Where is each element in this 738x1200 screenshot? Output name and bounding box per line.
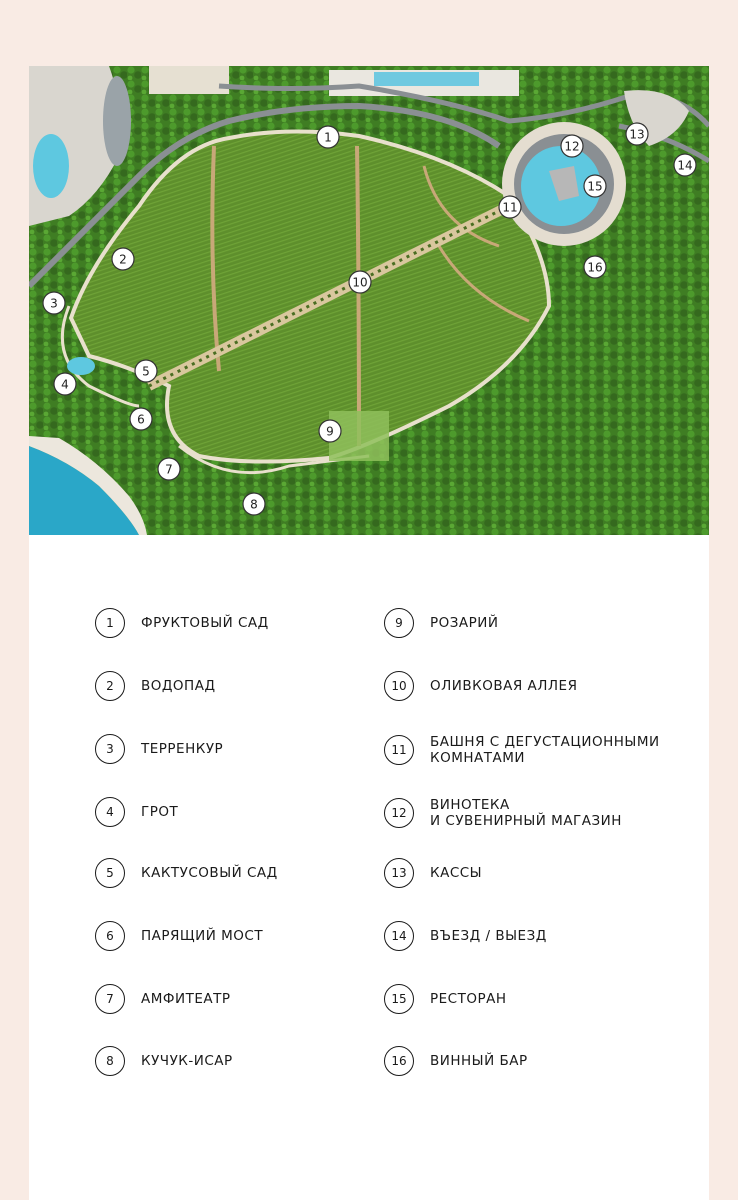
legend-label: КАКТУСОВЫЙ САД — [141, 865, 278, 881]
legend-item-4 — [95, 797, 395, 827]
map-marker-number: 16 — [587, 260, 603, 275]
map-marker-14[interactable] — [674, 154, 696, 176]
map-marker-number: 7 — [165, 462, 173, 477]
legend-label: ВЪЕЗД / ВЫЕЗД — [430, 928, 547, 944]
villa-pool — [374, 72, 479, 86]
legend-item-9 — [384, 608, 684, 638]
map-marker-number: 4 — [61, 377, 69, 392]
map-marker-number: 8 — [250, 497, 258, 512]
legend-label: КАССЫ — [430, 865, 483, 881]
legend-item-7 — [95, 984, 395, 1014]
legend-number-badge: 15 — [384, 984, 414, 1014]
map-marker-number: 2 — [119, 252, 127, 267]
map-marker-number: 11 — [502, 200, 518, 215]
map-marker-7[interactable] — [158, 458, 180, 480]
legend-number-badge: 8 — [95, 1046, 125, 1076]
legend-label: АМФИТЕАТР — [141, 991, 231, 1007]
legend-label: ВИНОТЕКА И СУВЕНИРНЫЙ МАГАЗИН — [430, 797, 622, 829]
legend-number-badge: 7 — [95, 984, 125, 1014]
map-marker-4[interactable] — [54, 373, 76, 395]
resort-dome — [103, 76, 131, 166]
legend-number-badge: 12 — [384, 798, 414, 828]
map-marker-number: 1 — [324, 130, 332, 145]
map-marker-5[interactable] — [135, 360, 157, 382]
map-marker-number: 6 — [137, 412, 145, 427]
map-marker-11[interactable] — [499, 196, 521, 218]
map-marker-number: 12 — [564, 139, 580, 154]
legend-label: РОЗАРИЙ — [430, 615, 499, 631]
legend-label: ТЕРРЕНКУР — [141, 741, 224, 757]
map-marker-number: 9 — [326, 424, 334, 439]
legend-number-badge: 14 — [384, 921, 414, 951]
map-marker-10[interactable] — [349, 271, 371, 293]
grotto-pool — [67, 357, 95, 375]
map-marker-6[interactable] — [130, 408, 152, 430]
legend-label: КУЧУК-ИСАР — [141, 1053, 233, 1069]
legend — [29, 596, 709, 1156]
map-marker-number: 3 — [50, 296, 58, 311]
legend-label: ОЛИВКОВАЯ АЛЛЕЯ — [430, 678, 578, 694]
legend-number-badge: 4 — [95, 797, 125, 827]
page-card — [29, 66, 709, 1200]
legend-number-badge: 1 — [95, 608, 125, 638]
legend-item-13 — [384, 858, 684, 888]
map-marker-13[interactable] — [626, 123, 648, 145]
legend-label: ГРОТ — [141, 804, 179, 820]
map-marker-8[interactable] — [243, 493, 265, 515]
legend-number-badge: 2 — [95, 671, 125, 701]
resort-pool — [33, 134, 69, 198]
legend-item-12 — [384, 797, 684, 829]
map-marker-number: 5 — [142, 364, 150, 379]
legend-number-badge: 3 — [95, 734, 125, 764]
map-marker-2[interactable] — [112, 248, 134, 270]
map-marker-number: 10 — [352, 275, 368, 290]
legend-label: РЕСТОРАН — [430, 991, 507, 1007]
legend-number-badge: 13 — [384, 858, 414, 888]
legend-number-badge: 9 — [384, 608, 414, 638]
map-marker-3[interactable] — [43, 292, 65, 314]
legend-item-16 — [384, 1046, 684, 1076]
legend-item-11 — [384, 734, 684, 766]
legend-item-2 — [95, 671, 395, 701]
map-marker-16[interactable] — [584, 256, 606, 278]
legend-item-3 — [95, 734, 395, 764]
legend-label: ФРУКТОВЫЙ САД — [141, 615, 269, 631]
legend-item-15 — [384, 984, 684, 1014]
map-illustration — [29, 66, 709, 535]
map-marker-12[interactable] — [561, 135, 583, 157]
legend-number-badge: 16 — [384, 1046, 414, 1076]
map-marker-15[interactable] — [584, 175, 606, 197]
vineyard-path — [357, 146, 359, 446]
map-marker-1[interactable] — [317, 126, 339, 148]
legend-number-badge: 10 — [384, 671, 414, 701]
legend-item-1 — [95, 608, 395, 638]
park-map — [29, 66, 709, 535]
legend-item-10 — [384, 671, 684, 701]
legend-item-8 — [95, 1046, 395, 1076]
legend-label: ВИННЫЙ БАР — [430, 1053, 528, 1069]
legend-label: ВОДОПАД — [141, 678, 216, 694]
map-marker-number: 15 — [587, 179, 603, 194]
legend-number-badge: 11 — [384, 735, 414, 765]
map-marker-9[interactable] — [319, 420, 341, 442]
legend-label: БАШНЯ С ДЕГУСТАЦИОННЫМИ КОМНАТАМИ — [430, 734, 660, 766]
legend-item-14 — [384, 921, 684, 951]
legend-item-6 — [95, 921, 395, 951]
legend-item-5 — [95, 858, 395, 888]
legend-number-badge: 6 — [95, 921, 125, 951]
map-marker-number: 14 — [677, 158, 693, 173]
legend-number-badge: 5 — [95, 858, 125, 888]
legend-label: ПАРЯЩИЙ МОСТ — [141, 928, 264, 944]
resort-terrace — [149, 66, 229, 94]
map-marker-number: 13 — [629, 127, 645, 142]
